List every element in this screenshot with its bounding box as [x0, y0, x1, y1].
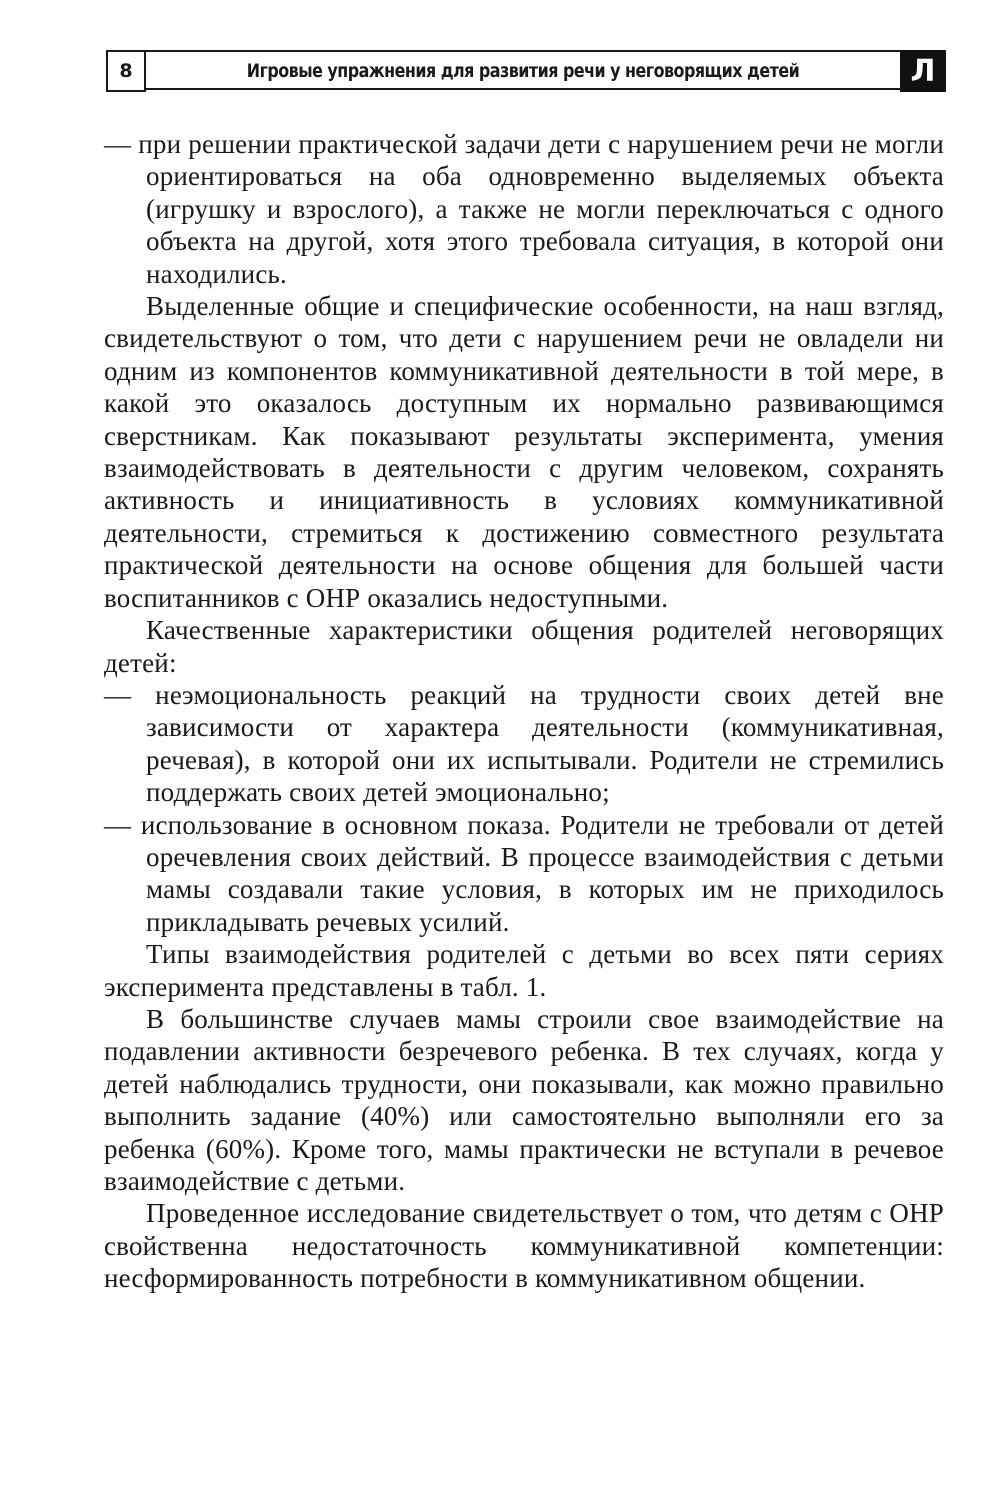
- list-item: — при решении практической задачи дети с нарушением речи не могли ориентироваться на оба одновременно выделяемых объекта (игрушку и взрослого), а также не могли переключаться с одного объекта на другой, хотя этого требовала ситуация, в которой они находились.: [104, 129, 944, 289]
- paragraph: В большинстве случаев мамы строили свое взаимодействие на подавлении активности безречевого ребенка. В тех случаях, когда у детей наблюдались трудности, они показывали, как можно правильно выполнить задание (40%) или самостоятельно выполняли его за ребенка (60%). Кроме того, мамы практически не вступали в речевое взаимодействие с детьми.: [104, 1003, 944, 1196]
- paragraph: Выделенные общие и специфические особенности, на наш взгляд, свидетельствуют о том, что дети с нарушением речи не овладели ни одним из компонентов коммуникативной деятельности в той мере, в какой это оказалось доступным их нормально развивающимся сверстникам. Как показывают результаты эксперимента, умения взаимодействовать в деятельности с другим человеком, сохранять активность и инициативность в условиях коммуникативной деятельности, стремиться к достижению совместного результата практической деятельности на основе общения для большей части воспитанников с ОНР оказались недоступными.: [104, 291, 944, 613]
- paragraph: Качественные характеристики общения родителей неговорящих детей:: [104, 615, 944, 678]
- paragraph: Типы взаимодействия родителей с детьми во всех пяти сериях эксперимента представлены в табл. 1.: [104, 939, 944, 1002]
- running-header: [106, 50, 946, 92]
- page-body: [104, 128, 944, 1295]
- page-number: 8: [106, 50, 146, 92]
- paragraph: Проведенное исследование свидетельствует о том, что детям с ОНР свойственна недостаточность коммуникативной компетенции: несформированность потребности в коммуникативном общении.: [104, 1198, 944, 1294]
- list-item: — использование в основном показа. Родители не требовали от детей оречевления своих действий. В процессе взаимодействия с детьми мамы создавали такие условия, в которых им не приходилось прикладывать речевых усилий.: [104, 809, 944, 937]
- publisher-logo-icon: Л: [900, 50, 946, 92]
- list-item: — неэмоциональность реакций на трудности своих детей вне зависимости от характера деятельности (коммуникативная, речевая), в которой они их испытывали. Родители не стремились поддержать своих детей эмоционально;: [104, 679, 944, 808]
- header-title: Игровые упражнения для развития речи у неговорящих детей: [246, 60, 800, 82]
